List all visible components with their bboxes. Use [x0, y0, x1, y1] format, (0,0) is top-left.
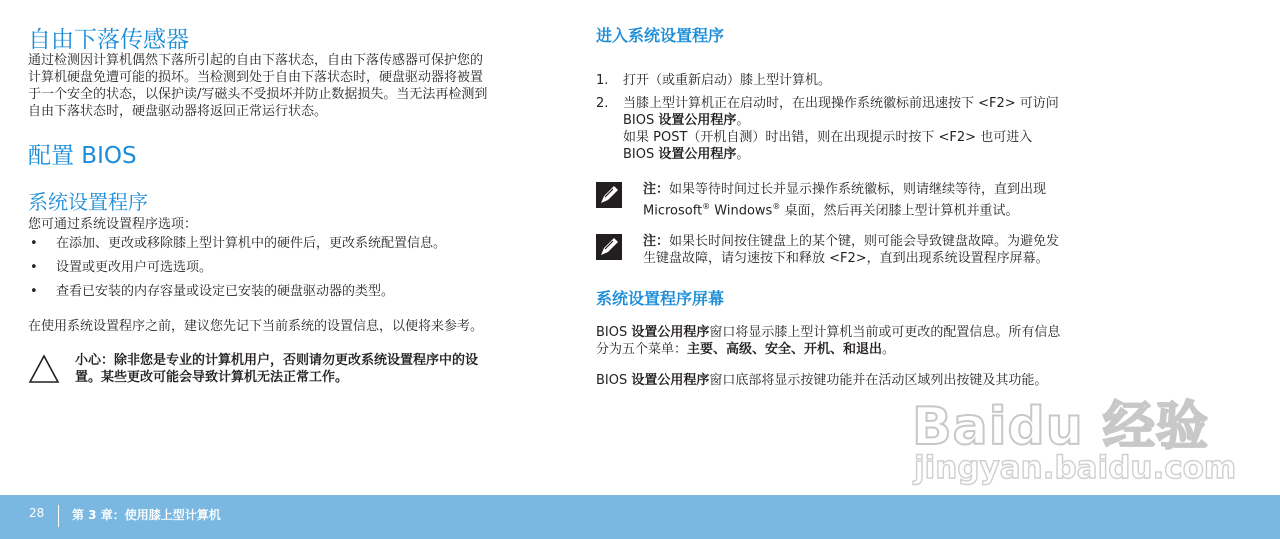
- step-item: [596, 95, 1059, 163]
- paragraph-text: 窗口底部将显示按键功能并在活动区域列出按键及其功能。: [709, 373, 1048, 388]
- setup-utility-bold: 设置公用程序: [658, 147, 737, 162]
- bullet-icon: •: [30, 284, 38, 299]
- caution-text: [75, 352, 478, 386]
- list-item: [28, 232, 446, 256]
- note-text: [643, 181, 1046, 219]
- windows-text: Windows: [710, 203, 773, 219]
- enter-setup-steps: [596, 72, 1059, 163]
- intro-line: 于一个安全的状态，以保护读/写磁头不受损坏并防止数据损失。当无法再检测到: [28, 87, 488, 102]
- setup-screen-paragraph: [596, 324, 1060, 358]
- pencil-note-icon: [596, 182, 622, 208]
- bios-text: BIOS: [596, 373, 632, 388]
- punctuation: 。: [736, 113, 750, 128]
- list-item-text: 设置或更改用户可选选项。: [56, 260, 213, 275]
- intro-line: 通过检测因计算机偶然下落所引起的自由下落状态，自由下落传感器可保护您的: [28, 53, 484, 68]
- step-text: [623, 112, 1059, 129]
- setup-options-list: [28, 232, 446, 304]
- microsoft-text: Microsoft: [643, 203, 703, 219]
- free-fall-sensor-heading: 自由下落传感器: [28, 27, 189, 53]
- caution-line: 小心：除非您是专业的计算机用户，否则请勿更改系统设置程序中的设: [75, 353, 479, 368]
- bios-text: BIOS: [596, 325, 632, 340]
- setup-intro-text: 您可通过系统设置程序选项：: [28, 217, 198, 232]
- paragraph-text: 分为五个菜单：: [596, 342, 688, 357]
- note-label: 注：: [643, 234, 670, 249]
- baidu-watermark: [912, 384, 1237, 494]
- step-number: 1.: [596, 73, 609, 88]
- intro-line: 计算机硬盘免遭可能的损坏。当检测到处于自由下落状态时，硬盘驱动器将被置: [28, 70, 484, 85]
- bullet-icon: •: [30, 236, 38, 251]
- note-line: [643, 181, 1046, 198]
- footer-divider: [58, 505, 59, 527]
- list-item-text: 查看已安装的内存容量或设定已安装的硬盘驱动器的类型。: [56, 284, 395, 299]
- setup-utility-bold: 设置公用程序: [631, 373, 710, 388]
- setup-utility-bold: 设置公用程序: [658, 113, 737, 128]
- note-text: [643, 233, 1059, 267]
- menu-names-bold: 主要、高级、安全、开机、和退出: [687, 342, 883, 357]
- enter-setup-heading: 进入系统设置程序: [596, 26, 725, 45]
- page-number: 28: [29, 506, 45, 520]
- system-setup-heading: 系统设置程序: [28, 190, 148, 214]
- list-item: [28, 256, 446, 280]
- step-text: 当膝上型计算机正在启动时，在出现操作系统徽标前迅速按下 <F2> 可访问: [623, 96, 1059, 111]
- note-label: 注：: [643, 182, 670, 197]
- registered-mark: ®: [772, 202, 781, 211]
- list-item: [28, 280, 446, 304]
- note-line: [643, 233, 1059, 250]
- paragraph-text: 窗口将显示膝上型计算机当前或可更改的配置信息。所有信息: [709, 325, 1061, 340]
- bios-text: BIOS: [623, 113, 659, 128]
- page-footer: [0, 495, 1280, 539]
- warning-triangle-icon: [28, 354, 60, 384]
- step-item: [596, 72, 1059, 89]
- step-number: 2.: [596, 96, 609, 111]
- baidu-logo-watermark: Baidu 经验: [912, 397, 1209, 457]
- bullet-icon: •: [30, 260, 38, 275]
- punctuation: 。: [736, 147, 750, 162]
- intro-line: 自由下落状态时，硬盘驱动器将返回正常运行状态。: [28, 104, 328, 119]
- advice-paragraph: [28, 318, 483, 335]
- note-line-text: 桌面，然后再关闭膝上型计算机并重试。: [780, 203, 1019, 219]
- step-text: 如果 POST（开机自测）时出错，则在出现提示时按下 <F2> 也可进入: [623, 130, 1033, 145]
- baidu-url-watermark: jingyan.baidu.com: [914, 450, 1237, 486]
- setup-utility-bold: 设置公用程序: [631, 325, 710, 340]
- punctuation: 。: [882, 342, 896, 357]
- paragraph-line: [596, 324, 1060, 341]
- note-line-text: 如果长时间按住键盘上的某个键，则可能会导致键盘故障。为避免发: [669, 234, 1060, 249]
- list-item-text: 在添加、更改或移除膝上型计算机中的硬件后，更改系统配置信息。: [56, 236, 447, 251]
- caution-line: 置。某些更改可能会导致计算机无法正常工作。: [75, 370, 349, 385]
- setup-intro: [28, 216, 197, 233]
- pencil-note-icon: [596, 234, 622, 260]
- note-line: [643, 198, 1046, 219]
- step-text: 打开（或重新启动）膝上型计算机。: [623, 73, 832, 88]
- advice-text: 在使用系统设置程序之前，建议您先记下当前系统的设置信息，以便将来参考。: [28, 319, 484, 334]
- step-text: [623, 146, 1059, 163]
- note-line: 生键盘故障，请匀速按下和释放 <F2>，直到出现系统设置程序屏幕。: [643, 251, 1049, 266]
- configure-bios-heading: 配置 BIOS: [28, 143, 137, 169]
- setup-screen-heading: 系统设置程序屏幕: [596, 289, 725, 308]
- note-line-text: 如果等待时间过长并显示操作系统徽标，则请继续等待，直到出现: [669, 182, 1047, 197]
- chapter-title: 第 3 章：使用膝上型计算机: [72, 508, 221, 522]
- registered-mark: ®: [702, 202, 711, 211]
- bios-text: BIOS: [623, 147, 659, 162]
- paragraph-line: [596, 341, 1060, 358]
- free-fall-intro-paragraph: [28, 52, 487, 120]
